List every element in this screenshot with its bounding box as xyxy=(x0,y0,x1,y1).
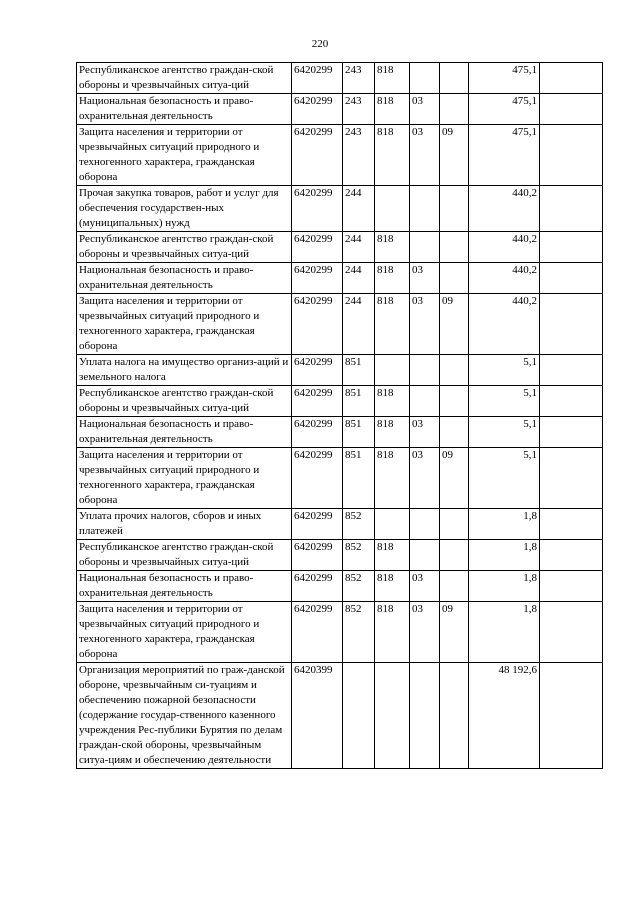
cell-pr xyxy=(440,571,469,602)
cell-vr: 852 xyxy=(343,509,375,540)
cell-grbs: 818 xyxy=(375,571,410,602)
table-row xyxy=(77,417,603,448)
cell-rz xyxy=(410,186,440,232)
cell-pr xyxy=(440,63,469,94)
cell-rz: 03 xyxy=(410,94,440,125)
cell-vr: 851 xyxy=(343,417,375,448)
cell-name: Защита населения и территории от чрезвычайных ситуаций природного и техногенного характера, гражданская оборона xyxy=(77,448,292,509)
cell-rz: 03 xyxy=(410,263,440,294)
cell-rz: 03 xyxy=(410,602,440,663)
cell-empty xyxy=(540,417,603,448)
cell-pr xyxy=(440,232,469,263)
cell-csr: 6420299 xyxy=(292,509,343,540)
cell-sum: 440,2 xyxy=(469,232,540,263)
cell-sum: 1,8 xyxy=(469,509,540,540)
cell-grbs: 818 xyxy=(375,294,410,355)
cell-grbs: 818 xyxy=(375,263,410,294)
budget-table xyxy=(76,62,603,769)
cell-vr xyxy=(343,663,375,769)
cell-csr: 6420299 xyxy=(292,448,343,509)
cell-csr: 6420299 xyxy=(292,125,343,186)
cell-sum: 5,1 xyxy=(469,386,540,417)
cell-pr: 09 xyxy=(440,125,469,186)
table-row xyxy=(77,571,603,602)
table-row xyxy=(77,94,603,125)
cell-name: Уплата прочих налогов, сборов и иных платежей xyxy=(77,509,292,540)
cell-pr xyxy=(440,94,469,125)
cell-empty xyxy=(540,540,603,571)
cell-pr xyxy=(440,509,469,540)
cell-empty xyxy=(540,232,603,263)
cell-pr xyxy=(440,540,469,571)
cell-vr: 243 xyxy=(343,63,375,94)
cell-csr: 6420299 xyxy=(292,571,343,602)
cell-csr: 6420299 xyxy=(292,63,343,94)
table-row xyxy=(77,448,603,509)
cell-pr xyxy=(440,417,469,448)
cell-csr: 6420299 xyxy=(292,294,343,355)
cell-empty xyxy=(540,509,603,540)
cell-grbs: 818 xyxy=(375,63,410,94)
cell-grbs: 818 xyxy=(375,232,410,263)
cell-pr xyxy=(440,263,469,294)
cell-sum: 1,8 xyxy=(469,602,540,663)
cell-empty xyxy=(540,125,603,186)
cell-empty xyxy=(540,94,603,125)
cell-vr: 852 xyxy=(343,540,375,571)
cell-empty xyxy=(540,602,603,663)
cell-name: Защита населения и территории от чрезвычайных ситуаций природного и техногенного характера, гражданская оборона xyxy=(77,294,292,355)
cell-sum: 440,2 xyxy=(469,294,540,355)
cell-csr: 6420299 xyxy=(292,386,343,417)
cell-sum: 48 192,6 xyxy=(469,663,540,769)
table-row xyxy=(77,663,603,769)
cell-name: Уплата налога на имущество организ-аций и земельного налога xyxy=(77,355,292,386)
table-row xyxy=(77,602,603,663)
cell-pr xyxy=(440,355,469,386)
cell-name: Прочая закупка товаров, работ и услуг для обеспечения государствен-ных (муниципальных) нужд xyxy=(77,186,292,232)
cell-name: Защита населения и территории от чрезвычайных ситуаций природного и техногенного характера, гражданская оборона xyxy=(77,602,292,663)
cell-empty xyxy=(540,355,603,386)
cell-pr xyxy=(440,663,469,769)
cell-sum: 5,1 xyxy=(469,417,540,448)
cell-grbs xyxy=(375,663,410,769)
cell-vr: 852 xyxy=(343,602,375,663)
cell-csr: 6420299 xyxy=(292,94,343,125)
table-row xyxy=(77,232,603,263)
cell-sum: 475,1 xyxy=(469,63,540,94)
cell-grbs: 818 xyxy=(375,386,410,417)
cell-empty xyxy=(540,663,603,769)
cell-csr: 6420299 xyxy=(292,540,343,571)
cell-grbs xyxy=(375,509,410,540)
cell-empty xyxy=(540,386,603,417)
cell-vr: 852 xyxy=(343,571,375,602)
cell-name: Национальная безопасность и право-охранительная деятельность xyxy=(77,417,292,448)
cell-rz: 03 xyxy=(410,448,440,509)
cell-vr: 244 xyxy=(343,294,375,355)
cell-sum: 1,8 xyxy=(469,571,540,602)
cell-grbs: 818 xyxy=(375,540,410,571)
table-row xyxy=(77,294,603,355)
cell-name: Республиканское агентство граждан-ской обороны и чрезвычайных ситуа-ций xyxy=(77,232,292,263)
cell-csr: 6420299 xyxy=(292,417,343,448)
cell-rz xyxy=(410,386,440,417)
cell-grbs: 818 xyxy=(375,94,410,125)
cell-rz: 03 xyxy=(410,125,440,186)
cell-rz xyxy=(410,63,440,94)
cell-grbs: 818 xyxy=(375,417,410,448)
table-row xyxy=(77,540,603,571)
cell-vr: 244 xyxy=(343,232,375,263)
cell-name: Республиканское агентство граждан-ской обороны и чрезвычайных ситуа-ций xyxy=(77,540,292,571)
cell-empty xyxy=(540,63,603,94)
cell-vr: 244 xyxy=(343,186,375,232)
cell-vr: 851 xyxy=(343,386,375,417)
cell-name: Организация мероприятий по граж-данской обороне, чрезвычайным си-туациям и обеспечению пожарной безопасности (содержание государ-ственного казенного учреждения Рес-публики Бурятия по делам граждан-ской обороны, чрезвычайным ситуа-циям и обеспечению деятельности xyxy=(77,663,292,769)
cell-vr: 244 xyxy=(343,263,375,294)
table-row xyxy=(77,186,603,232)
cell-name: Национальная безопасность и право-охранительная деятельность xyxy=(77,571,292,602)
cell-sum: 5,1 xyxy=(469,448,540,509)
cell-name: Республиканское агентство граждан-ской обороны и чрезвычайных ситуа-ций xyxy=(77,386,292,417)
cell-vr: 243 xyxy=(343,94,375,125)
cell-csr: 6420299 xyxy=(292,263,343,294)
cell-name: Защита населения и территории от чрезвычайных ситуаций природного и техногенного характера, гражданская оборона xyxy=(77,125,292,186)
cell-sum: 475,1 xyxy=(469,125,540,186)
cell-name: Национальная безопасность и право-охранительная деятельность xyxy=(77,94,292,125)
cell-empty xyxy=(540,571,603,602)
cell-csr: 6420399 xyxy=(292,663,343,769)
cell-vr: 243 xyxy=(343,125,375,186)
table-row xyxy=(77,263,603,294)
cell-csr: 6420299 xyxy=(292,186,343,232)
cell-rz xyxy=(410,663,440,769)
cell-sum: 440,2 xyxy=(469,186,540,232)
cell-sum: 475,1 xyxy=(469,94,540,125)
cell-name: Национальная безопасность и право-охранительная деятельность xyxy=(77,263,292,294)
cell-empty xyxy=(540,186,603,232)
cell-empty xyxy=(540,448,603,509)
cell-rz: 03 xyxy=(410,571,440,602)
cell-pr: 09 xyxy=(440,602,469,663)
cell-grbs: 818 xyxy=(375,602,410,663)
cell-rz: 03 xyxy=(410,417,440,448)
cell-csr: 6420299 xyxy=(292,602,343,663)
cell-grbs xyxy=(375,355,410,386)
cell-pr xyxy=(440,386,469,417)
cell-sum: 1,8 xyxy=(469,540,540,571)
cell-csr: 6420299 xyxy=(292,232,343,263)
cell-name: Республиканское агентство граждан-ской обороны и чрезвычайных ситуа-ций xyxy=(77,63,292,94)
cell-rz: 03 xyxy=(410,294,440,355)
cell-sum: 5,1 xyxy=(469,355,540,386)
cell-csr: 6420299 xyxy=(292,355,343,386)
cell-rz xyxy=(410,509,440,540)
cell-pr: 09 xyxy=(440,448,469,509)
cell-vr: 851 xyxy=(343,448,375,509)
cell-rz xyxy=(410,232,440,263)
cell-empty xyxy=(540,263,603,294)
table-row xyxy=(77,63,603,94)
table-row xyxy=(77,125,603,186)
budget-table-body xyxy=(77,63,603,769)
cell-pr: 09 xyxy=(440,294,469,355)
cell-rz xyxy=(410,540,440,571)
page-number: 220 xyxy=(311,38,329,50)
cell-pr xyxy=(440,186,469,232)
table-row xyxy=(77,355,603,386)
cell-grbs: 818 xyxy=(375,448,410,509)
cell-grbs xyxy=(375,186,410,232)
cell-rz xyxy=(410,355,440,386)
table-row xyxy=(77,509,603,540)
table-row xyxy=(77,386,603,417)
cell-sum: 440,2 xyxy=(469,263,540,294)
cell-empty xyxy=(540,294,603,355)
cell-vr: 851 xyxy=(343,355,375,386)
cell-grbs: 818 xyxy=(375,125,410,186)
